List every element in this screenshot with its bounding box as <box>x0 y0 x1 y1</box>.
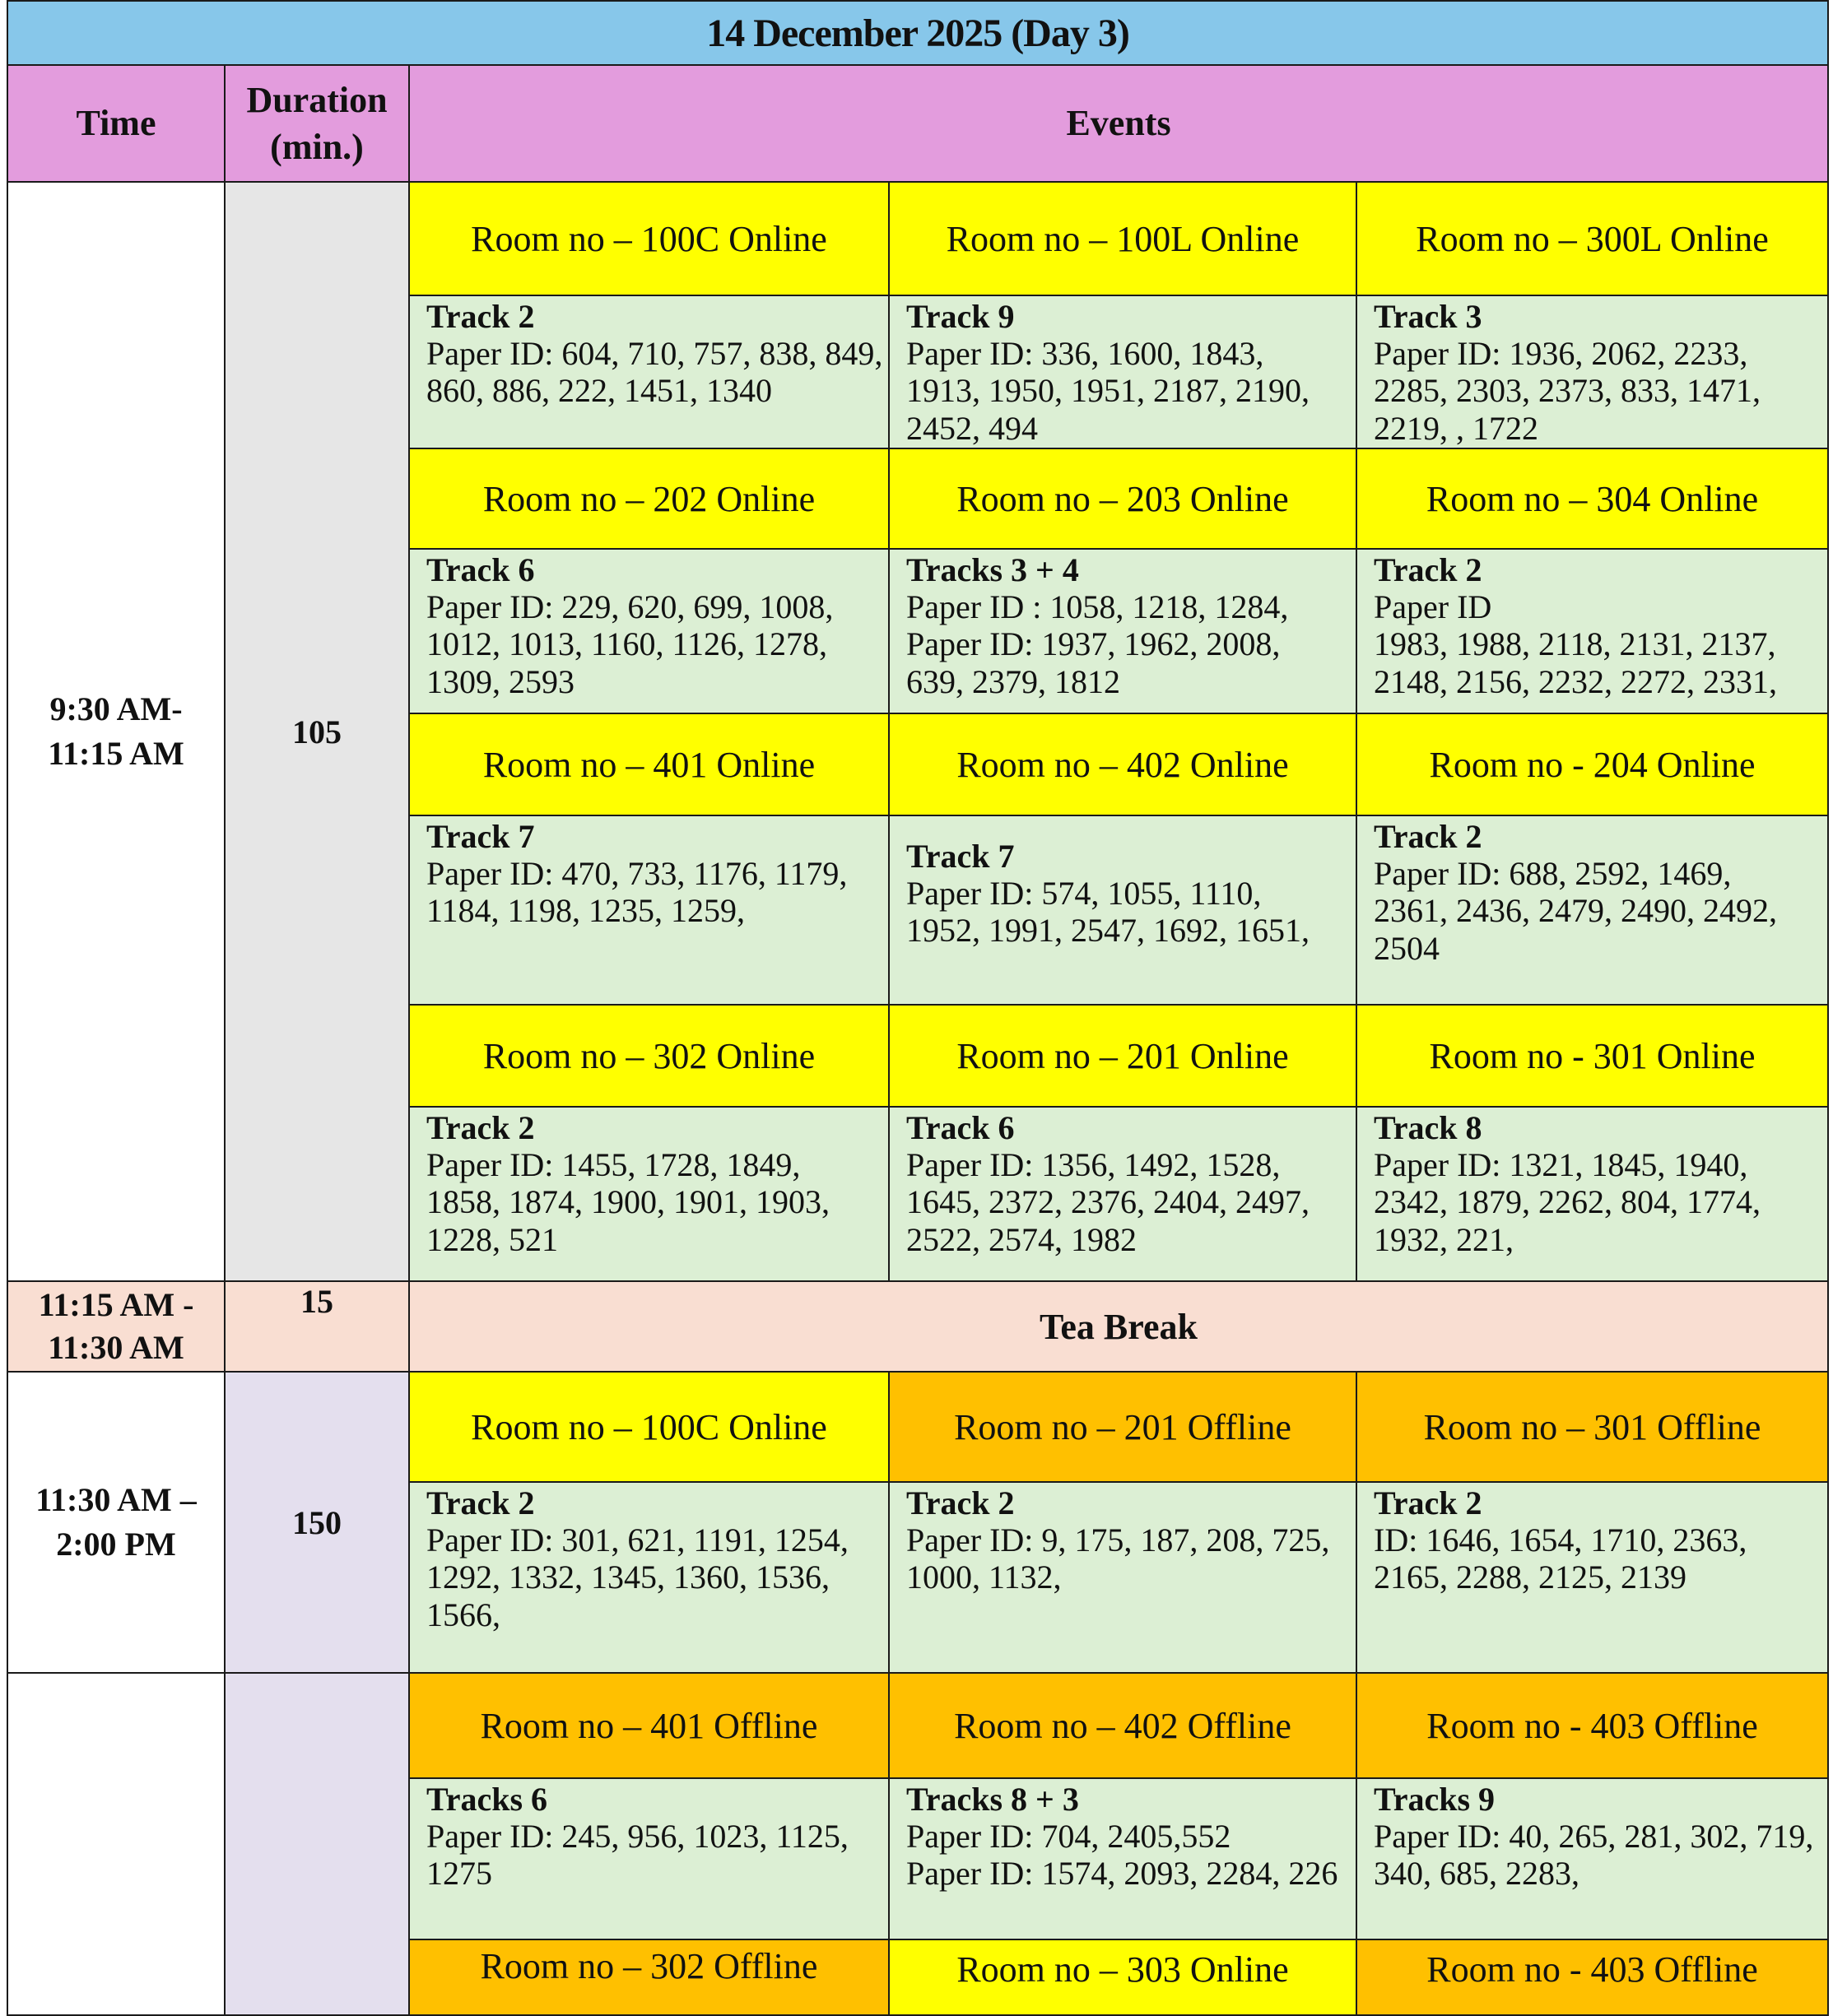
break-time-line2: 11:30 AM <box>48 1329 184 1366</box>
track-name: Track 2 <box>426 298 535 335</box>
track-name: Track 2 <box>426 1484 535 1521</box>
session-time <box>7 1372 225 1673</box>
paper-ids-line: 1275 <box>426 1855 492 1893</box>
track-name: Tracks 9 <box>1374 1781 1496 1818</box>
session-time-continued <box>7 1673 225 2015</box>
paper-ids-line: 1184, 1198, 1235, 1259, <box>426 892 746 930</box>
paper-ids-line: Paper ID: 574, 1055, 1110, <box>906 875 1262 913</box>
paper-ids-line: 1913, 1950, 1951, 2187, 2190, <box>906 372 1310 410</box>
paper-ids-line: 2165, 2288, 2125, 2139 <box>1374 1558 1686 1596</box>
break-time-line1: 11:15 AM - <box>38 1286 194 1323</box>
paper-ids-line: 340, 685, 2283, <box>1374 1855 1579 1893</box>
paper-ids-line: Paper ID: 1455, 1728, 1849, <box>426 1146 801 1184</box>
track-cell <box>409 295 889 448</box>
paper-ids-line: 1292, 1332, 1345, 1360, 1536, <box>426 1558 830 1596</box>
paper-ids-line: Paper ID: 1937, 1962, 2008, <box>906 625 1281 663</box>
paper-ids-line: 2148, 2156, 2232, 2272, 2331, <box>1374 662 1777 700</box>
paper-ids-line: Paper ID : 1058, 1218, 1284, <box>906 588 1289 626</box>
room-header: Room no – 202 Online <box>409 448 889 549</box>
track-name: Track 6 <box>906 1109 1015 1146</box>
paper-ids-line: Paper ID: 704, 2405,552 <box>906 1818 1231 1856</box>
session-time <box>7 182 225 1281</box>
paper-ids-line: 1566, <box>426 1596 500 1633</box>
paper-ids-line: Paper ID: 336, 1600, 1843, <box>906 335 1264 373</box>
track-cell <box>1356 815 1828 1005</box>
paper-ids-line: 1952, 1991, 2547, 1692, 1651, <box>906 912 1310 950</box>
paper-ids-line: 2452, 494 <box>906 409 1038 447</box>
title-row <box>7 1 1828 65</box>
track-cell <box>1356 295 1828 448</box>
header-duration-line1: Duration <box>246 79 388 120</box>
paper-ids-line: Paper ID: 301, 621, 1191, 1254, <box>426 1521 849 1559</box>
paper-ids-line: Paper ID: 1321, 1845, 1940, <box>1374 1146 1748 1184</box>
rooms-row <box>7 182 1828 295</box>
schedule-title: 14 December 2025 (Day 3) <box>7 1 1828 65</box>
paper-ids-line: 860, 886, 222, 1451, 1340 <box>426 372 772 410</box>
header-time: Time <box>7 65 225 182</box>
paper-ids-line: 1645, 2372, 2376, 2404, 2497, <box>906 1183 1310 1221</box>
room-header: Room no - 403 Offline <box>1356 1673 1828 1778</box>
track-cell <box>409 1778 889 1939</box>
room-header: Room no – 100C Online <box>409 182 889 295</box>
paper-ids-line: 1228, 521 <box>426 1220 558 1258</box>
track-cell <box>409 1107 889 1281</box>
track-name: Track 6 <box>426 551 535 588</box>
session-time-line1: 11:30 AM – <box>35 1481 197 1518</box>
room-header: Room no – 301 Offline <box>1356 1372 1828 1482</box>
track-name: Track 2 <box>426 1109 535 1146</box>
tea-break-row <box>7 1281 1828 1372</box>
paper-ids-line: 1000, 1132, <box>906 1558 1062 1596</box>
paper-ids-line: Paper ID: 1356, 1492, 1528, <box>906 1146 1281 1184</box>
track-cell <box>889 815 1356 1005</box>
paper-ids-line: 2219, , 1722 <box>1374 409 1538 447</box>
session-time-line2: 11:15 AM <box>48 735 184 772</box>
paper-ids-line: 1983, 1988, 2118, 2131, 2137, <box>1374 625 1776 663</box>
room-header: Room no - 403 Offline <box>1356 1939 1828 2015</box>
track-name: Track 7 <box>426 818 535 855</box>
break-time <box>7 1281 225 1372</box>
paper-ids-line: Paper ID: 604, 710, 757, 838, 849, <box>426 335 883 373</box>
track-name: Track 3 <box>1374 298 1482 335</box>
track-cell <box>409 815 889 1005</box>
room-header: Room no – 304 Online <box>1356 448 1828 549</box>
paper-ids-line: 2504 <box>1374 929 1440 967</box>
tea-break-label: Tea Break <box>409 1281 1828 1372</box>
paper-ids-line: Paper ID: 229, 620, 699, 1008, <box>426 588 834 626</box>
room-header: Room no – 100L Online <box>889 182 1356 295</box>
track-cell <box>889 295 1356 448</box>
paper-ids-line: Paper ID <box>1374 588 1492 626</box>
track-cell <box>889 1107 1356 1281</box>
break-duration: 15 <box>225 1281 409 1372</box>
track-cell <box>409 549 889 713</box>
paper-ids-line: 1858, 1874, 1900, 1901, 1903, <box>426 1183 830 1221</box>
track-name: Track 2 <box>906 1484 1015 1521</box>
track-name: Track 2 <box>1374 551 1482 588</box>
room-header: Room no – 300L Online <box>1356 182 1828 295</box>
track-name: Tracks 6 <box>426 1781 548 1818</box>
track-cell <box>1356 549 1828 713</box>
paper-ids-line: 2522, 2574, 1982 <box>906 1220 1137 1258</box>
room-header: Room no - 301 Online <box>1356 1005 1828 1107</box>
header-events: Events <box>409 65 1828 182</box>
paper-ids-line: Paper ID: 9, 175, 187, 208, 725, <box>906 1521 1330 1559</box>
track-name: Track 2 <box>1374 818 1482 855</box>
track-name: Tracks 8 + 3 <box>906 1781 1079 1818</box>
room-header: Room no – 100C Online <box>409 1372 889 1482</box>
rooms-row <box>7 1372 1828 1482</box>
room-header: Room no – 302 Online <box>409 1005 889 1107</box>
paper-ids-line: 1309, 2593 <box>426 662 575 700</box>
rooms-row <box>7 1673 1828 1778</box>
track-name: Track 2 <box>1374 1484 1482 1521</box>
paper-ids-line: 2361, 2436, 2479, 2490, 2492, <box>1374 892 1777 930</box>
room-header: Room no – 302 Offline <box>409 1939 889 2015</box>
paper-ids-line: Paper ID: 470, 733, 1176, 1179, <box>426 855 848 893</box>
room-header: Room no – 201 Offline <box>889 1372 1356 1482</box>
room-header: Room no – 402 Online <box>889 713 1356 815</box>
paper-ids-line: Paper ID: 245, 956, 1023, 1125, <box>426 1818 849 1856</box>
paper-ids-line: 639, 2379, 1812 <box>906 662 1120 700</box>
track-name: Tracks 3 + 4 <box>906 551 1079 588</box>
paper-ids-line: 2285, 2303, 2373, 833, 1471, <box>1374 372 1761 410</box>
paper-ids-line: Paper ID: 688, 2592, 1469, <box>1374 855 1732 893</box>
paper-ids-line: 2342, 1879, 2262, 804, 1774, <box>1374 1183 1761 1221</box>
header-duration <box>225 65 409 182</box>
paper-ids-line: 1932, 221, <box>1374 1220 1514 1258</box>
track-name: Track 9 <box>906 298 1015 335</box>
room-header: Room no – 401 Offline <box>409 1673 889 1778</box>
schedule-table <box>7 0 1829 2016</box>
room-header: Room no – 402 Offline <box>889 1673 1356 1778</box>
room-header: Room no – 203 Online <box>889 448 1356 549</box>
room-header: Room no – 201 Online <box>889 1005 1356 1107</box>
track-name: Track 8 <box>1374 1109 1482 1146</box>
track-cell <box>889 1778 1356 1939</box>
track-cell <box>889 1482 1356 1673</box>
session-duration: 150 <box>225 1372 409 1673</box>
track-cell <box>1356 1482 1828 1673</box>
room-header: Room no – 303 Online <box>889 1939 1356 2015</box>
header-duration-line2: (min.) <box>270 127 364 167</box>
session-duration-continued <box>225 1673 409 2015</box>
track-name: Track 7 <box>906 838 1015 875</box>
session-duration: 105 <box>225 182 409 1281</box>
paper-ids-line: Paper ID: 1574, 2093, 2284, 226 <box>906 1855 1338 1893</box>
track-cell <box>409 1482 889 1673</box>
paper-ids-line: Paper ID: 1936, 2062, 2233, <box>1374 335 1748 373</box>
track-cell <box>1356 1107 1828 1281</box>
paper-ids-line: Paper ID: 40, 265, 281, 302, 719, <box>1374 1818 1814 1856</box>
track-cell <box>1356 1778 1828 1939</box>
paper-ids-line: ID: 1646, 1654, 1710, 2363, <box>1374 1521 1747 1559</box>
session-time-line2: 2:00 PM <box>56 1526 176 1563</box>
room-header: Room no – 401 Online <box>409 713 889 815</box>
track-cell <box>889 549 1356 713</box>
room-header: Room no - 204 Online <box>1356 713 1828 815</box>
session-time-line1: 9:30 AM- <box>49 690 183 727</box>
header-row <box>7 65 1828 182</box>
paper-ids-line: 1012, 1013, 1160, 1126, 1278, <box>426 625 828 663</box>
